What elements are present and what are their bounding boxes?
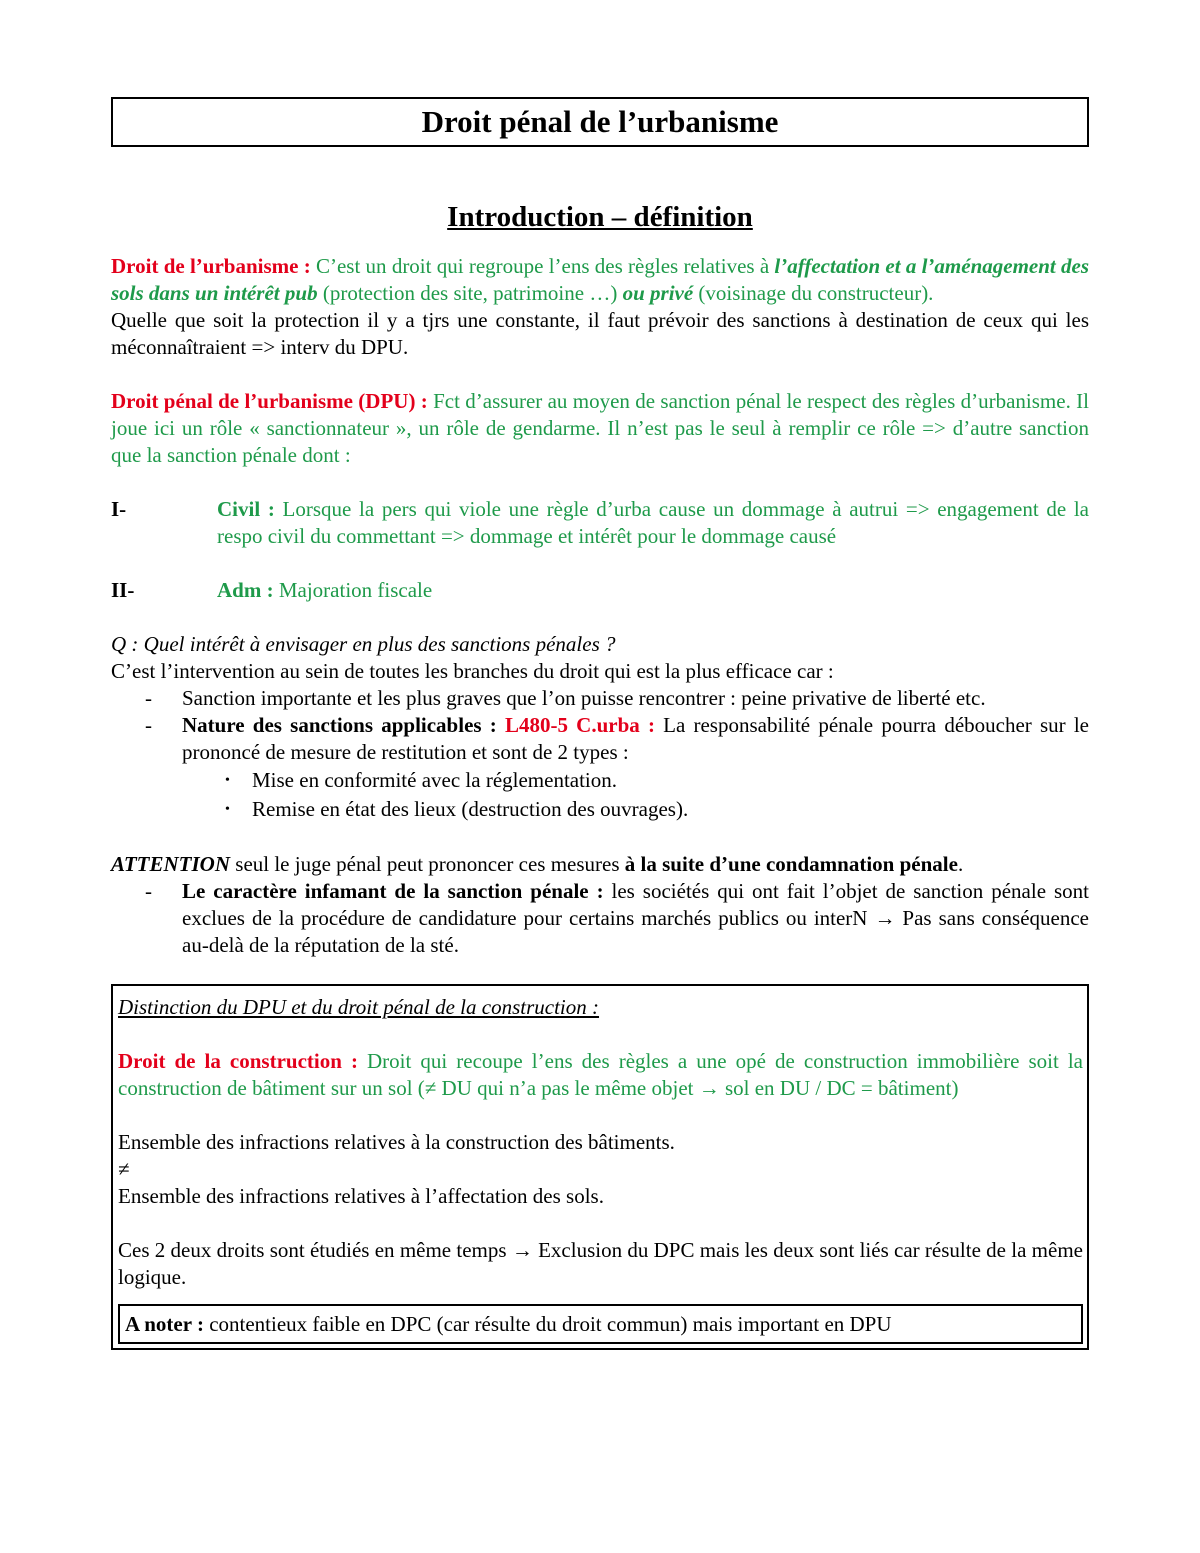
attention-paragraph: ATTENTION seul le juge pénal peut prononcer ces mesures à la suite d’une condamnation pénale. [111,852,964,876]
not-equal-sign: ≠ [118,1157,130,1181]
box-line: Ensemble des infractions relatives à la construction des bâtiments. [118,1130,675,1154]
box-heading: Distinction du DPU et du droit pénal de la construction : [118,995,600,1019]
definition-term: Droit pénal de l’urbanisme (DPU) : [111,389,428,413]
box-line: Ces 2 deux droits sont étudiés en même temps → Exclusion du DPC mais les deux sont liés car résulte de la même logique. [118,1238,1083,1289]
question: Q : Quel intérêt à envisager en plus des sanctions pénales ? [111,632,616,656]
list-item-civil: I- Civil : Lorsque la pers qui viole une règle d’urba cause un dommage à autrui => engagement de la respo civil du commettant => dommage et intérêt pour le dommage causé [111,497,1089,548]
dash-item: - Le caractère infamant de la sanction pénale : les sociétés qui ont fait l’objet de sanction pénale sont exclues de la procédure de candidature pour certains marchés publics ou interN → Pas sans conséquence au-delà de la réputation de la sté. [145,879,1089,957]
note-box: A noter : contentieux faible en DPC (car résulte du droit commun) mais important en DPU [118,1304,1083,1344]
section-heading: Introduction – définition [447,201,753,233]
answer: C’est l’intervention au sein de toutes les branches du droit qui est la plus efficace car : [111,659,834,683]
bullet-item: • Mise en conformité avec la réglementation. [225,768,618,792]
definition-construction: Droit de la construction : Droit qui recoupe l’ens des règles a une opé de construction immobilière soit la construction de bâtiment sur un sol (≠ DU qui n’a pas le même objet → sol en DU / DC = bâtiment) [118,1049,1083,1100]
box-line: Ensemble des infractions relatives à l’affectation des sols. [118,1184,604,1208]
definition-term: Droit de l’urbanisme : [111,254,311,278]
dash-item: - Sanction importante et les plus graves que l’on puisse rencontrer : peine privative de liberté etc. [145,686,986,710]
distinction-box [111,984,1089,1350]
definition-urbanisme: Droit de l’urbanisme : C’est un droit qui regroupe l’ens des règles relatives à l’affectation et a l’aménagement des sols dans un intérêt pub (protection des site, patrimoine …) ou privé (voisinage du constructeur). [111,254,1089,305]
dash-item: - Nature des sanctions applicables : L480-5 C.urba : La responsabilité pénale pourra déboucher sur le prononcé de mesure de restitution et sont de 2 types : [145,713,1089,764]
paragraph-protection: Quelle que soit la protection il y a tjrs une constante, il faut prévoir des sanctions à destination de ceux qui les méconnaîtraient => interv du DPU. [111,308,1089,359]
document-title: Droit pénal de l’urbanisme [421,104,779,139]
document-page [111,97,1089,1350]
list-item-adm: II- Adm : Majoration fiscale [111,578,433,602]
document-title-box [111,97,1089,147]
bullet-item: • Remise en état des lieux (destruction des ouvrages). [225,797,689,821]
definition-dpu: Droit pénal de l’urbanisme (DPU) : Fct d’assurer au moyen de sanction pénal le respect des règles d’urbanisme. Il joue ici un rôle « sanctionnateur », un rôle de gendarme. Il n’est pas le seul à remplir ce rôle => d’autre sanction que la sanction pénale dont : [111,389,1090,467]
